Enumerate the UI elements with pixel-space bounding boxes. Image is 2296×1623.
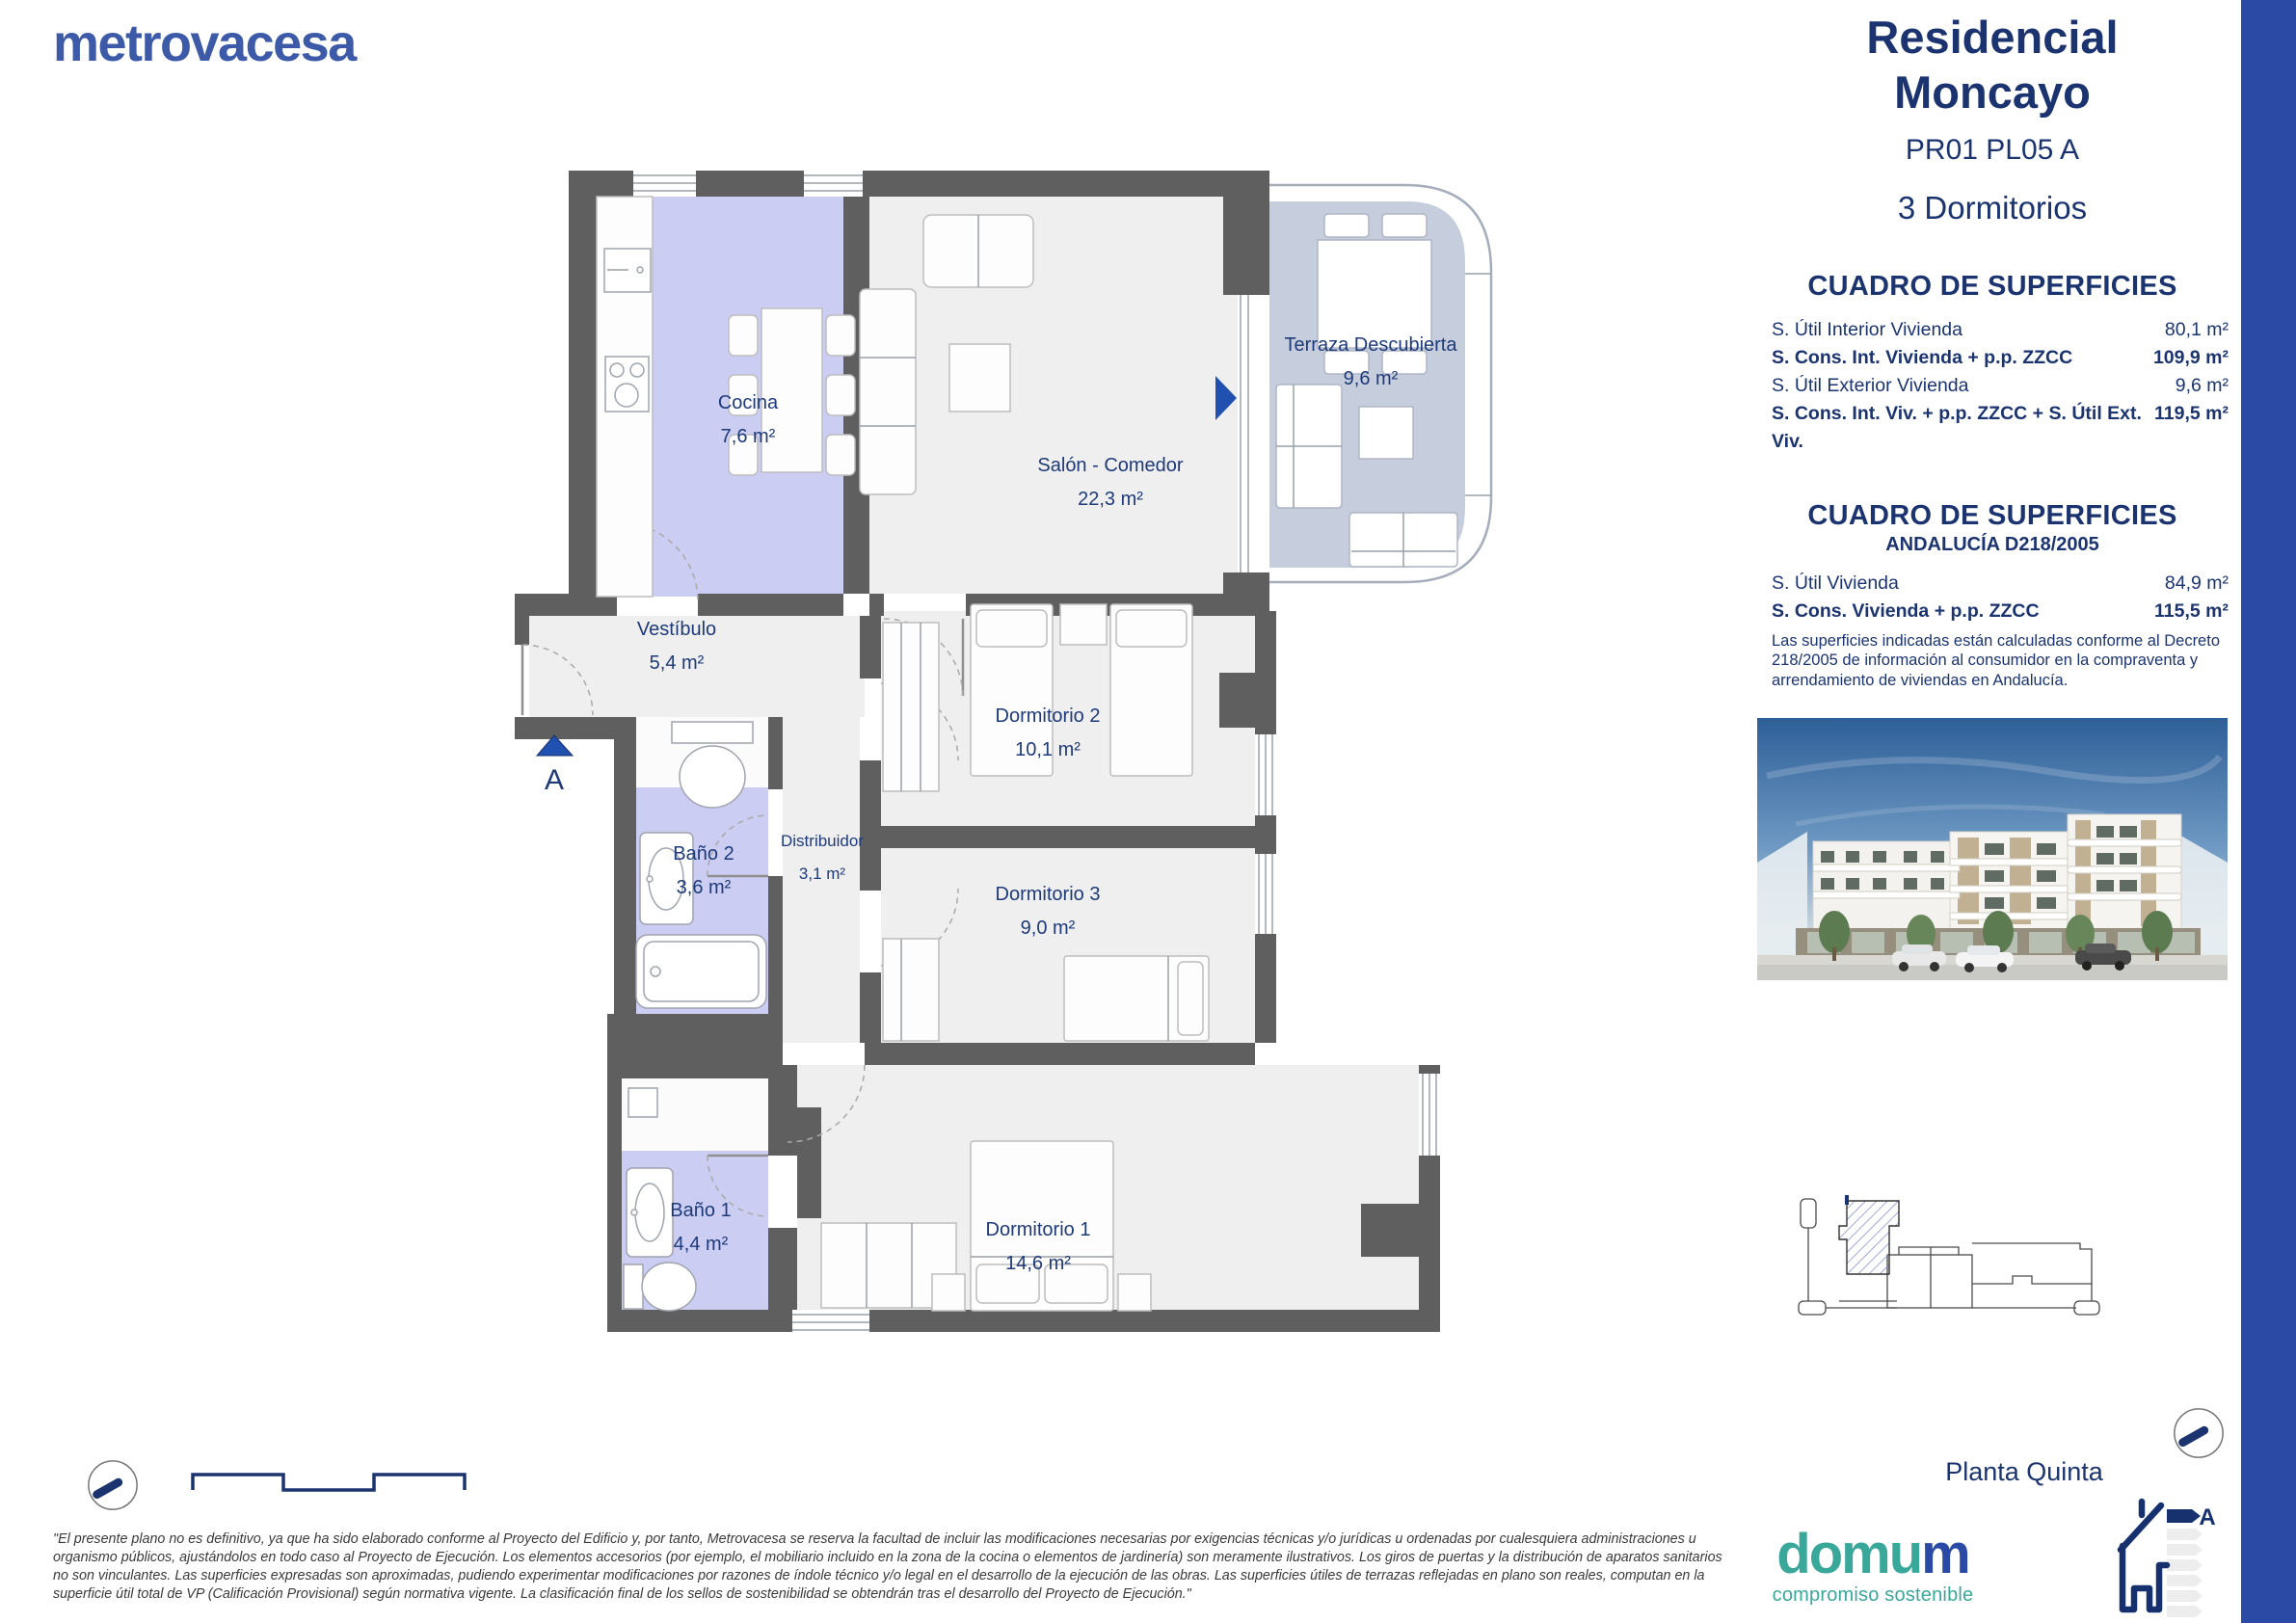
energy-rating-icon (2111, 1490, 2219, 1621)
kitchen-counter (597, 197, 653, 597)
title-block (1756, 10, 2229, 690)
metrovacesa-logo: metrovacesa (53, 14, 356, 72)
floor-plan (494, 158, 1517, 1357)
room-area: 5,4 m² (649, 652, 705, 674)
room-area: 4,4 m² (673, 1234, 729, 1255)
decree-note: Las superficies indicadas están calculadas conforme al Decreto 218/2005 de información al consumidor en la compraventa y arrendamiento de viviendas en Andalucía. (1772, 631, 2220, 689)
bedroom-count: 3 Dormitorios (1897, 189, 2088, 226)
highlighted-unit (1839, 1201, 1899, 1274)
surfaces-table-title: CUADRO DE SUPERFICIES (1807, 270, 2177, 302)
room-area: 9,6 m² (1343, 368, 1399, 389)
project-title-line2: Moncayo (1894, 67, 2091, 119)
table-row: S. Útil Interior Vivienda 80,1 m² (1772, 318, 2229, 340)
table-row: S. Cons. Int. Vivienda + p.p. ZZCC 109,9 m² (1772, 346, 2229, 368)
room-label: Vestíbulo (636, 619, 717, 640)
north-arrow-icon (2171, 1405, 2227, 1461)
room-area: 22,3 m² (1078, 489, 1143, 510)
surfaces-andalucia-title: CUADRO DE SUPERFICIES (1807, 499, 2177, 531)
table-row: S. Cons. Int. Viv. + p.p. ZZCC + S. Útil Ext. Viv. 119,5 m² (1772, 402, 2229, 452)
energy-rating-letter: A (2199, 1504, 2216, 1530)
corridor-floor (783, 616, 860, 1043)
unit-code: PR01 PL05 A (1905, 133, 2080, 166)
room-label: Baño 2 (673, 843, 734, 865)
room-area: 3,1 m² (798, 865, 846, 883)
room-label: Dormitorio 2 (995, 705, 1101, 727)
room-area: 9,0 m² (1020, 918, 1076, 939)
domum-tagline: compromiso sostenible (1772, 1584, 1974, 1606)
key-plan (1791, 1166, 2134, 1332)
building-render (1757, 718, 2228, 980)
room-area: 7,6 m² (720, 426, 776, 447)
room-label: Baño 1 (670, 1200, 732, 1221)
table-row: S. Útil Exterior Vivienda 9,6 m² (1772, 374, 2229, 396)
room-area: 10,1 m² (1015, 739, 1081, 760)
section-a-label: A (544, 764, 565, 796)
project-title-line1: Residencial (1866, 12, 2119, 63)
north-arrow-icon (85, 1457, 141, 1513)
floor-label: Planta Quinta (1945, 1457, 2103, 1486)
bed2-furniture (883, 604, 1192, 791)
surfaces-andalucia-subtitle: ANDALUCÍA D218/2005 (1885, 533, 2099, 555)
room-area: 14,6 m² (1005, 1253, 1071, 1274)
room-area: 3,6 m² (676, 877, 732, 898)
table-row: S. Útil Vivienda 84,9 m² (1772, 572, 2229, 594)
table-row: S. Cons. Vivienda + p.p. ZZCC 115,5 m² (1772, 599, 2229, 622)
room-label: Cocina (717, 392, 779, 413)
room-label: Salón - Comedor (1037, 455, 1184, 476)
room-label: Dormitorio 3 (995, 884, 1101, 905)
surfaces-table (1756, 316, 2229, 456)
domum-logo: domum compromiso sostenible (1772, 1523, 1974, 1606)
surfaces-andalucia-table (1756, 570, 2229, 625)
room-label: Distribuidor (781, 832, 864, 850)
room-label: Terraza Descubierta (1284, 334, 1457, 356)
scale-bar (191, 1467, 468, 1494)
room-label: Dormitorio 1 (985, 1219, 1091, 1240)
page-accent-bar (2241, 0, 2296, 1623)
legal-disclaimer: "El presente plano no es definitivo, ya que ha sido elaborado conforme al Proyecto del Edificio y, por tanto, Metrovacesa se reserva la facultad de incluir las modificaciones necesarias por exigencias técnicas y/o jurídicas u ordenadas por cualesquiera administraciones u organismo públicos, ajustándolos en todo caso al Proyecto de Ejecución. Los elementos accesorios (por ejemplo, el mobiliario incluido en la zona de la cocina o elementos de jardinería) son meramente ilustrativos. Los giros de puertas y la distribución de aparatos sanitarios no son vinculantes. Las superficies expresadas son aproximadas, pudiendo experimentar modificaciones por razones de índole técnico y/o legal en el desarrollo de la ejecución de las obras. Las superficies útiles de terrazas reflejadas en plano son reales, computan en la superficie útil total de VP (Calificación Provisional) según normativa vigente. La clasificación final de los sellos de sostenibilidad se obtendrán tras el desarrollo del Proyecto de Ejecución." (53, 1531, 1722, 1602)
